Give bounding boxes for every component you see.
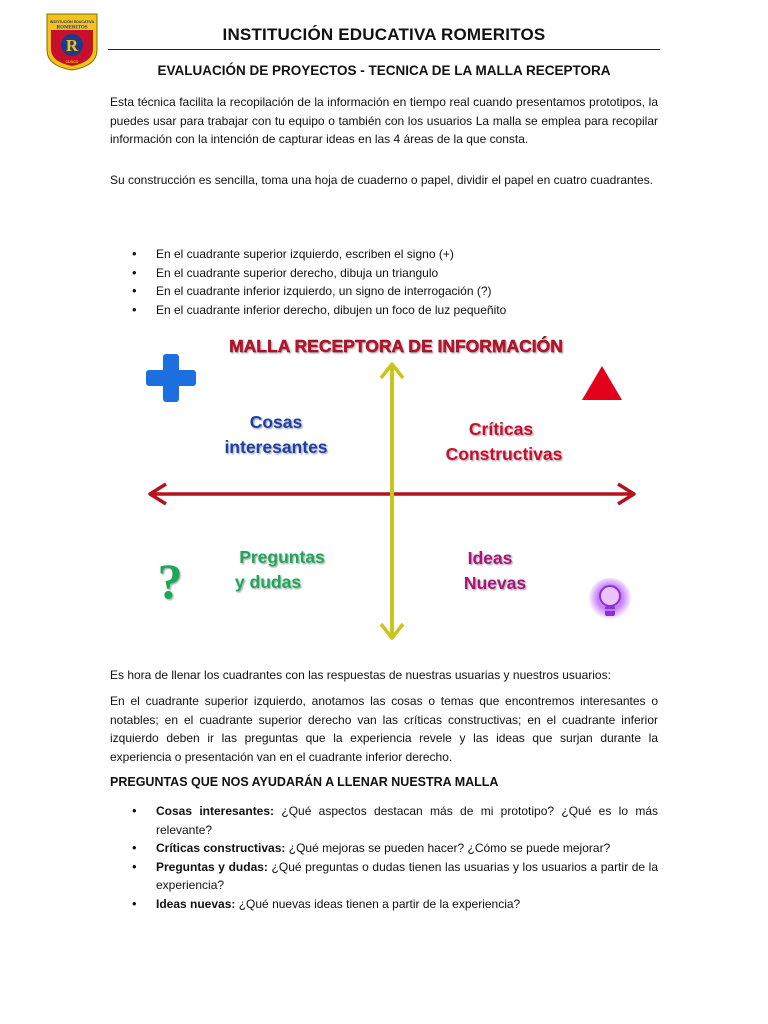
lightbulb-icon [588, 578, 632, 622]
quadrant-label-q3-line2: y dudas [234, 572, 302, 592]
body-paragraph-3: Es hora de llenar los cuadrantes con las respuestas de nuestras usuarias y nuestros usuarios: [110, 668, 611, 682]
list-item [110, 895, 658, 914]
list-item [110, 858, 658, 895]
plus-icon [146, 354, 196, 402]
logo-top-text: INSTITUCIÓN EDUCATIVA [49, 20, 95, 24]
list-item: • En el cuadrante superior izquierdo, escriben el signo (+) [110, 245, 658, 264]
quadrant-label-q1-line1: Cosas [249, 412, 303, 432]
list-item [110, 839, 658, 858]
logo-name: ROMERITOS [56, 25, 88, 31]
intro-paragraph-1: Esta técnica facilita la recopilación de la información en tiempo real cuando presentamos prototipos, la puedes usar para trabajar con tu equipo o también con los usuarios La malla se emplea para recopilar información con la intención de capturar ideas en las 4 áreas de la que consta. [110, 95, 658, 146]
school-shield-icon [45, 12, 99, 72]
list-item: • En el cuadrante inferior derecho, dibujen un foco de luz pequeñito [110, 301, 658, 320]
quadrant-label-q3-line1: Preguntas [239, 547, 325, 567]
diagram-title: MALLA RECEPTORA DE INFORMACIÓN [229, 336, 563, 356]
vertical-axis [381, 364, 403, 638]
logo-letter: R [65, 36, 79, 55]
question-text: ¿Qué aspectos destacan más de mi prototipo? ¿Qué es lo más relevante? [156, 804, 658, 837]
question-text: ¿Qué mejoras se pueden hacer? ¿Cómo se puede mejorar? [288, 841, 611, 855]
list-item [110, 802, 658, 839]
question-text: ¿Qué preguntas o dudas tienen las usuarias y los usuarios a partir de la experiencia? [156, 859, 658, 892]
question-icon: ? [157, 553, 183, 609]
quadrant-label-q2-line2: Constructivas [445, 444, 563, 464]
school-logo [45, 12, 99, 72]
quadrant-label-q4-line2: Nuevas [463, 573, 527, 593]
header-divider [108, 49, 660, 50]
question-label: Preguntas y dudas: [156, 859, 268, 874]
list-item: • En el cuadrante inferior izquierdo, un signo de interrogación (?) [110, 282, 658, 301]
malla-receptora-diagram [110, 326, 655, 656]
logo-bottom-text: CUSCO [65, 60, 79, 64]
questions-list [110, 802, 658, 913]
question-label: Críticas constructivas: [156, 841, 286, 855]
steps-list [110, 245, 658, 319]
triangle-icon [582, 366, 622, 400]
quadrant-label-q2-line1: Críticas [468, 419, 534, 439]
question-text: ¿Qué nuevas ideas tienen a partir de la experiencia? [238, 896, 521, 911]
quadrant-label-q1-line2: interesantes [224, 437, 328, 457]
intro-paragraph-2: Su construcción es sencilla, toma una hoja de cuaderno o papel, dividir el papel en cuatro cuadrantes. [110, 173, 654, 187]
question-label: Ideas nuevas: [156, 896, 236, 911]
question-label: Cosas interesantes: [156, 804, 275, 818]
quadrant-label-q4-line1: Ideas [467, 548, 513, 568]
list-item: • En el cuadrante superior derecho, dibuja un triangulo [110, 264, 658, 283]
questions-heading: PREGUNTAS QUE NOS AYUDARÁN A LLENAR NUESTRA MALLA [110, 775, 499, 789]
document-title: EVALUACIÓN DE PROYECTOS - TECNICA DE LA MALLA RECEPTORA [157, 63, 611, 78]
body-paragraph-4: En el cuadrante superior izquierdo, anotamos las cosas o temas que encontremos interesantes o notables; en el cuadrante superior derecho van las críticas constructivas; en el cuadrante inferior izquierdo deben ir las preguntas que la experiencia revele y las ideas que surjan durante la experiencia o presentación van en el cuadrante inferior derecho. [110, 694, 658, 764]
school-name: INSTITUCIÓN EDUCATIVA ROMERITOS [222, 25, 546, 44]
